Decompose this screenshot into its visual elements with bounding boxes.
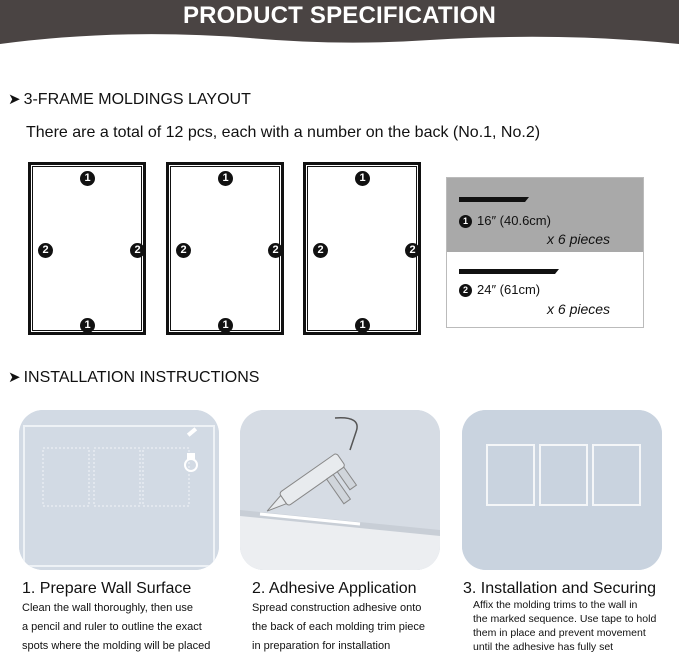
piece-legend <box>446 177 644 328</box>
short-molding-icon <box>459 196 529 204</box>
badge-bottom: 1 <box>80 318 95 333</box>
step-2-desc-line-1: Spread construction adhesive onto <box>252 602 422 614</box>
layout-section-heading <box>8 90 251 109</box>
step-2-desc-line-3: in preparation for installation <box>252 640 391 652</box>
legend-label-2: 24″ (61cm) <box>477 282 541 297</box>
arrow-icon: ➤ <box>8 369 21 386</box>
badge-left: 2 <box>176 243 191 258</box>
step-2-desc-line-2: the back of each molding trim piece <box>252 621 426 633</box>
badge-top: 1 <box>80 171 95 186</box>
long-molding-icon <box>459 268 559 276</box>
legend-count-2: x 6 pieces <box>547 301 611 317</box>
step-3-desc-line-1: Affix the molding trims to the wall in <box>473 599 638 611</box>
step-1-desc-line-2: a pencil and ruler to outline the exact <box>22 621 202 633</box>
layout-intro-text: There are a total of 12 pcs, each with a number on the back (No.1, No.2) <box>26 124 541 141</box>
step-1-illustration <box>19 410 219 570</box>
step-3-desc-line-3: them in place and prevent movement <box>473 627 646 639</box>
step-1-desc-line-1: Clean the wall thoroughly, then use <box>22 602 194 614</box>
step-3-illustration <box>462 410 662 570</box>
step-3-desc-line-4: until the adhesive has fully set <box>473 641 614 653</box>
badge-right: 2 <box>130 243 145 258</box>
arrow-icon: ➤ <box>8 91 21 108</box>
badge-top: 1 <box>218 171 233 186</box>
badge-bottom: 1 <box>355 318 370 333</box>
legend-item-1 <box>459 213 551 228</box>
layout-heading-text: 3-FRAME MOLDINGS LAYOUT <box>23 91 251 108</box>
step-2-title: 2. Adhesive Application <box>252 580 417 597</box>
legend-item-2 <box>459 282 540 297</box>
install-heading-text: INSTALLATION INSTRUCTIONS <box>23 369 260 386</box>
step-1-title: 1. Prepare Wall Surface <box>22 580 192 597</box>
badge-bottom: 1 <box>218 318 233 333</box>
badge-right: 2 <box>405 243 420 258</box>
badge-right: 2 <box>268 243 283 258</box>
badge-left: 2 <box>313 243 328 258</box>
badge-top: 1 <box>355 171 370 186</box>
legend-count-1: x 6 pieces <box>547 231 611 247</box>
frame-diagram-3 <box>303 162 421 335</box>
legend-badge-2: 2 <box>459 284 472 297</box>
legend-badge-1: 1 <box>459 215 472 228</box>
step-2-illustration <box>240 410 440 570</box>
page-title: PRODUCT SPECIFICATION <box>182 2 497 29</box>
frame-diagram-2 <box>166 162 284 335</box>
step-1-desc-line-3: spots where the molding will be placed <box>22 640 211 652</box>
frame-diagram-1 <box>28 162 146 335</box>
badge-left: 2 <box>38 243 53 258</box>
legend-label-1: 16″ (40.6cm) <box>477 213 551 228</box>
step-3-desc-line-2: the marked sequence. Use tape to hold <box>473 613 657 625</box>
step-3-title: 3. Installation and Securing <box>463 580 657 597</box>
install-section-heading <box>8 368 259 387</box>
